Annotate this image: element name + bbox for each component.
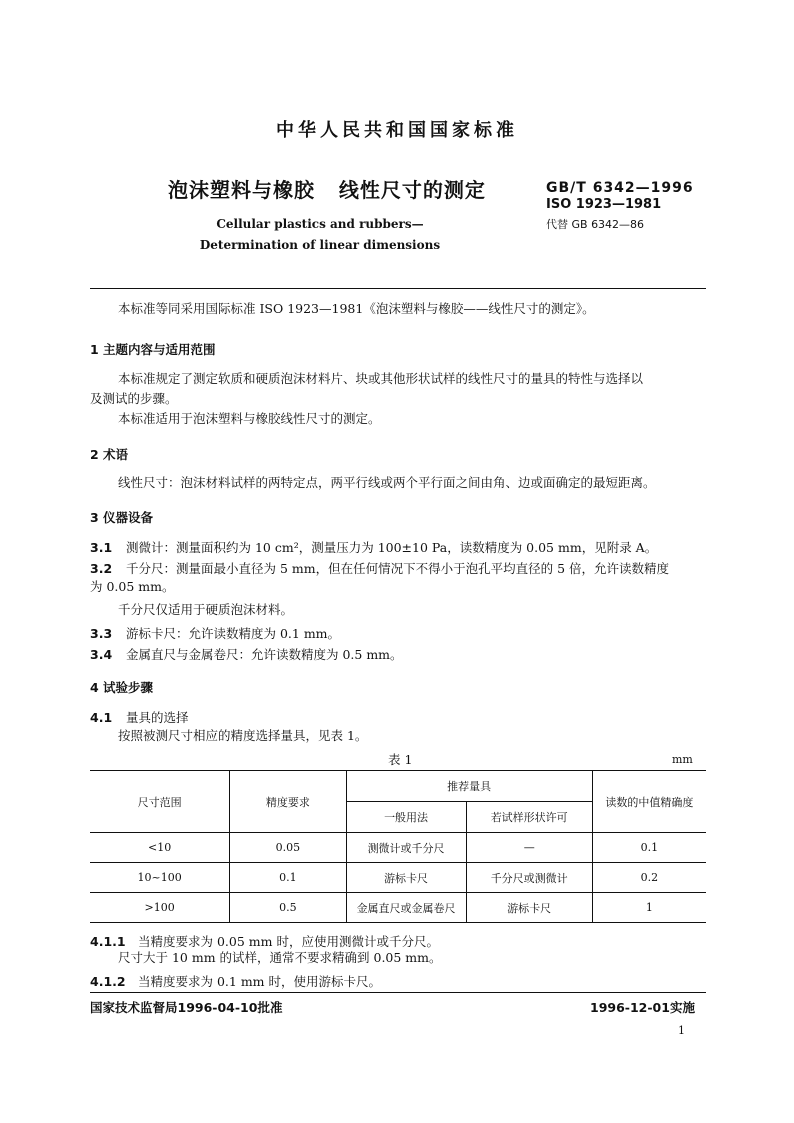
clause-title: 量具的选择 (126, 710, 189, 725)
clause-3-1 (90, 538, 657, 556)
cell-median: 1 (592, 893, 706, 923)
header-recommended-tools: 推荐量具 (346, 771, 592, 802)
clause-text: 金属直尺与金属卷尺：允许读数精度为 0.5 mm。 (126, 647, 403, 662)
section-1-paragraph-line2: 及测试的步骤。 (90, 391, 178, 406)
clause-3-2-continued: 为 0.05 mm。 (90, 579, 175, 594)
document-title-zh: 泡沫塑料与橡胶 线性尺寸的测定 (168, 178, 486, 202)
header-if-shape-allows: 若试样形状许可 (466, 802, 592, 833)
header-general-use: 一般用法 (346, 802, 466, 833)
page-number: 1 (678, 1024, 685, 1037)
cell-precision: 0.05 (230, 833, 346, 863)
cell-alternative: 游标卡尺 (466, 893, 592, 923)
cell-range: <10 (90, 833, 230, 863)
clause-number: 4.1 (90, 710, 113, 725)
section-1-paragraph-line1: 本标准规定了测定软质和硬质泡沫材料片、块或其他形状试样的线性尺寸的量具的特性与选择以 (118, 371, 644, 386)
cell-general: 金属直尺或金属卷尺 (346, 893, 466, 923)
table-unit: mm (672, 753, 693, 766)
clause-number: 3.2 (90, 561, 113, 576)
clause-number: 3.3 (90, 626, 113, 641)
section-1-heading: 1 主题内容与适用范围 (90, 342, 216, 357)
cell-precision: 0.5 (230, 893, 346, 923)
clause-text: 当精度要求为 0.05 mm 时，应使用测微计或千分尺。 (138, 934, 439, 949)
section-4-heading: 4 试验步骤 (90, 680, 154, 695)
cell-precision: 0.1 (230, 863, 346, 893)
section-1-scope: 本标准适用于泡沫塑料与橡胶线性尺寸的测定。 (118, 411, 381, 426)
header-size-range: 尺寸范围 (90, 771, 230, 833)
clause-number: 4.1.2 (90, 974, 126, 989)
footer-divider (90, 992, 706, 993)
clause-4-1 (90, 708, 189, 726)
clause-text: 游标卡尺：允许读数精度为 0.1 mm。 (126, 626, 341, 641)
clause-text: 测微计：测量面积约为 10 cm²，测量压力为 100±10 Pa，读数精度为 0.05 mm，见附录 A。 (126, 540, 658, 555)
clause-4-1-text: 按照被测尺寸相应的精度选择量具，见表 1。 (118, 728, 368, 743)
header-divider (90, 288, 706, 289)
cell-median: 0.2 (592, 863, 706, 893)
document-title-en-line1: Cellular plastics and rubbers— (216, 217, 424, 231)
clause-number: 4.1.1 (90, 934, 126, 949)
cell-general: 游标卡尺 (346, 863, 466, 893)
cell-median: 0.1 (592, 833, 706, 863)
clause-4-1-1 (90, 932, 439, 950)
clause-text: 当精度要求为 0.1 mm 时，使用游标卡尺。 (138, 974, 382, 989)
approval-date: 国家技术监督局1996-04-10批准 (90, 1000, 283, 1015)
cell-range: >100 (90, 893, 230, 923)
cell-alternative: 千分尺或测微计 (466, 863, 592, 893)
table-row (90, 893, 706, 923)
section-2-definition: 线性尺寸：泡沫材料试样的两特定点，两平行线或两个平行面之间由角、边或面确定的最短距离。 (118, 475, 656, 490)
clause-3-2-note: 千分尺仅适用于硬质泡沫材料。 (118, 602, 294, 617)
clause-number: 3.1 (90, 540, 113, 555)
section-3-heading: 3 仪器设备 (90, 510, 154, 525)
clause-text: 千分尺：测量面最小直径为 5 mm，但在任何情况下不得小于泡孔平均直径的 5 倍，允许读数精度 (126, 561, 670, 576)
document-title-en-line2: Determination of linear dimensions (199, 238, 441, 252)
table-row (90, 863, 706, 893)
cell-range: 10~100 (90, 863, 230, 893)
header-precision: 精度要求 (230, 771, 346, 833)
clause-4-1-1-continued: 尺寸大于 10 mm 的试样，通常不要求精确到 0.05 mm。 (118, 950, 442, 965)
standard-header-title: 中华人民共和国国家标准 (276, 120, 518, 141)
section-2-heading: 2 术语 (90, 447, 129, 462)
table-row (90, 833, 706, 863)
cell-alternative: — (466, 833, 592, 863)
clause-3-3 (90, 624, 340, 642)
table-caption: 表 1 (388, 752, 413, 767)
clause-4-1-2 (90, 972, 381, 990)
cell-general: 测微计或千分尺 (346, 833, 466, 863)
replaces-code: 代替 GB 6342—86 (546, 218, 645, 231)
effective-date: 1996-12-01实施 (590, 1000, 695, 1015)
gb-code: GB/T 6342—1996 (546, 180, 694, 196)
iso-code: ISO 1923—1981 (546, 197, 662, 212)
measuring-tools-table (90, 770, 706, 923)
intro-paragraph: 本标准等同采用国际标准 ISO 1923—1981《泡沫塑料与橡胶——线性尺寸的测定》。 (118, 301, 595, 316)
header-median-accuracy: 读数的中值精确度 (592, 771, 706, 833)
clause-3-4 (90, 645, 403, 663)
clause-number: 3.4 (90, 647, 113, 662)
clause-3-2 (90, 559, 669, 577)
